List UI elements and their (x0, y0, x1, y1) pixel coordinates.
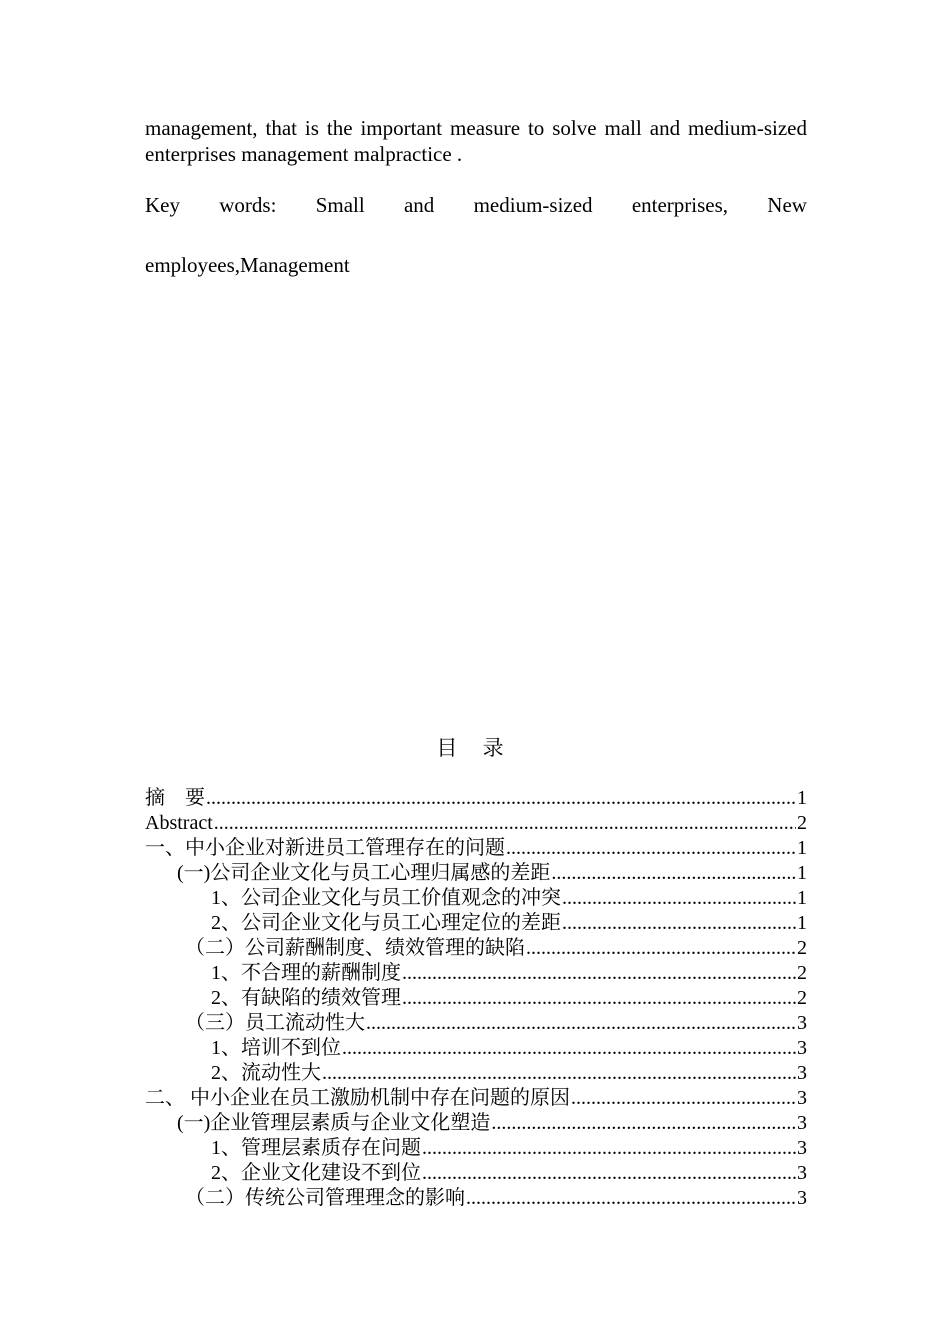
toc-entry-title: (一)企业管理层素质与企业文化塑造 (177, 1112, 491, 1134)
toc-entry[interactable] (145, 1011, 807, 1036)
toc-dot-leader (562, 886, 796, 911)
toc-entry-title: 二、 中小企业在员工激励机制中存在问题的原因 (145, 1087, 570, 1109)
toc-dot-leader (422, 1136, 796, 1161)
toc-dot-leader (214, 811, 796, 836)
toc-entry-title: (一)公司企业文化与员工心理归属感的差距 (177, 862, 551, 884)
toc-entry-page: 3 (797, 1162, 807, 1184)
toc-entry-page: 2 (797, 812, 807, 834)
toc-dot-leader (491, 1111, 796, 1136)
toc-entry-title: 2、企业文化建设不到位 (211, 1162, 421, 1184)
toc-entry[interactable] (145, 1136, 807, 1161)
toc-dot-leader (466, 1186, 796, 1211)
table-of-contents (145, 786, 807, 1211)
toc-dot-leader (206, 786, 796, 811)
toc-dot-leader (526, 936, 796, 961)
toc-entry-page: 3 (797, 1187, 807, 1209)
abstract-paragraph: management, that is the important measure to solve mall and medium-sized enterprises management malpractice . (145, 116, 807, 166)
toc-entry-page: 3 (797, 1087, 807, 1109)
toc-title: 目 录 (436, 736, 514, 760)
toc-entry[interactable] (145, 836, 807, 861)
toc-entry[interactable] (145, 1111, 807, 1136)
toc-entry-page: 3 (797, 1062, 807, 1084)
toc-entry-page: 2 (797, 987, 807, 1009)
keyword-word: Key (145, 193, 180, 217)
toc-dot-leader (506, 836, 796, 861)
toc-entry-title: 2、公司企业文化与员工心理定位的差距 (211, 912, 561, 934)
toc-entry-page: 2 (797, 962, 807, 984)
toc-entry[interactable] (145, 986, 807, 1011)
toc-entry[interactable] (145, 786, 807, 811)
toc-entry-page: 3 (797, 1112, 807, 1134)
toc-entry-title: （三）员工流动性大 (185, 1012, 365, 1034)
toc-entry[interactable] (145, 886, 807, 911)
toc-entry-page: 2 (797, 937, 807, 959)
toc-entry-title: 1、公司企业文化与员工价值观念的冲突 (211, 887, 561, 909)
toc-entry[interactable] (145, 1186, 807, 1211)
keyword-word: medium-sized (473, 193, 593, 217)
toc-dot-leader (366, 1011, 796, 1036)
keywords-line (145, 192, 807, 218)
toc-dot-leader (422, 1161, 796, 1186)
keyword-word: enterprises, (631, 193, 729, 217)
toc-entry-title: （二）公司薪酬制度、绩效管理的缺陷 (185, 937, 525, 959)
toc-entry-title: 1、不合理的薪酬制度 (211, 962, 401, 984)
toc-entry-title: 2、有缺陷的绩效管理 (211, 987, 401, 1009)
toc-dot-leader (402, 986, 796, 1011)
toc-dot-leader (402, 961, 796, 986)
toc-entry[interactable] (145, 811, 807, 836)
toc-entry-page: 1 (797, 837, 807, 859)
toc-entry-page: 3 (797, 1037, 807, 1059)
toc-entry[interactable] (145, 861, 807, 886)
toc-entry-title: 一、中小企业对新进员工管理存在的问题 (145, 837, 505, 859)
toc-dot-leader (322, 1061, 796, 1086)
toc-entry-page: 1 (797, 787, 807, 809)
toc-entry-title: （二）传统公司管理理念的影响 (185, 1187, 465, 1209)
toc-entry-page: 3 (797, 1137, 807, 1159)
keyword-word: Small (315, 193, 365, 217)
toc-entry[interactable] (145, 911, 807, 936)
toc-entry-title: Abstract (145, 812, 213, 834)
toc-entry[interactable] (145, 1161, 807, 1186)
toc-entry[interactable] (145, 936, 807, 961)
toc-dot-leader (571, 1086, 796, 1111)
keyword-word: words: (219, 193, 277, 217)
toc-entry[interactable] (145, 961, 807, 986)
toc-entry-title: 1、管理层素质存在问题 (211, 1137, 421, 1159)
toc-dot-leader (551, 861, 796, 886)
toc-dot-leader (562, 911, 796, 936)
toc-dot-leader (342, 1036, 796, 1061)
keyword-word: New (767, 193, 807, 217)
toc-entry-page: 1 (797, 862, 807, 884)
toc-entry[interactable] (145, 1036, 807, 1061)
toc-entry-title: 摘 要 (145, 787, 205, 809)
toc-entry-page: 1 (797, 912, 807, 934)
toc-entry-page: 1 (797, 887, 807, 909)
toc-entry-page: 3 (797, 1012, 807, 1034)
toc-entry[interactable] (145, 1086, 807, 1111)
keyword-word: and (403, 193, 435, 217)
keywords-continuation: employees,Management (145, 253, 350, 277)
toc-entry[interactable] (145, 1061, 807, 1086)
toc-entry-title: 1、培训不到位 (211, 1037, 341, 1059)
toc-entry-title: 2、流动性大 (211, 1062, 321, 1084)
